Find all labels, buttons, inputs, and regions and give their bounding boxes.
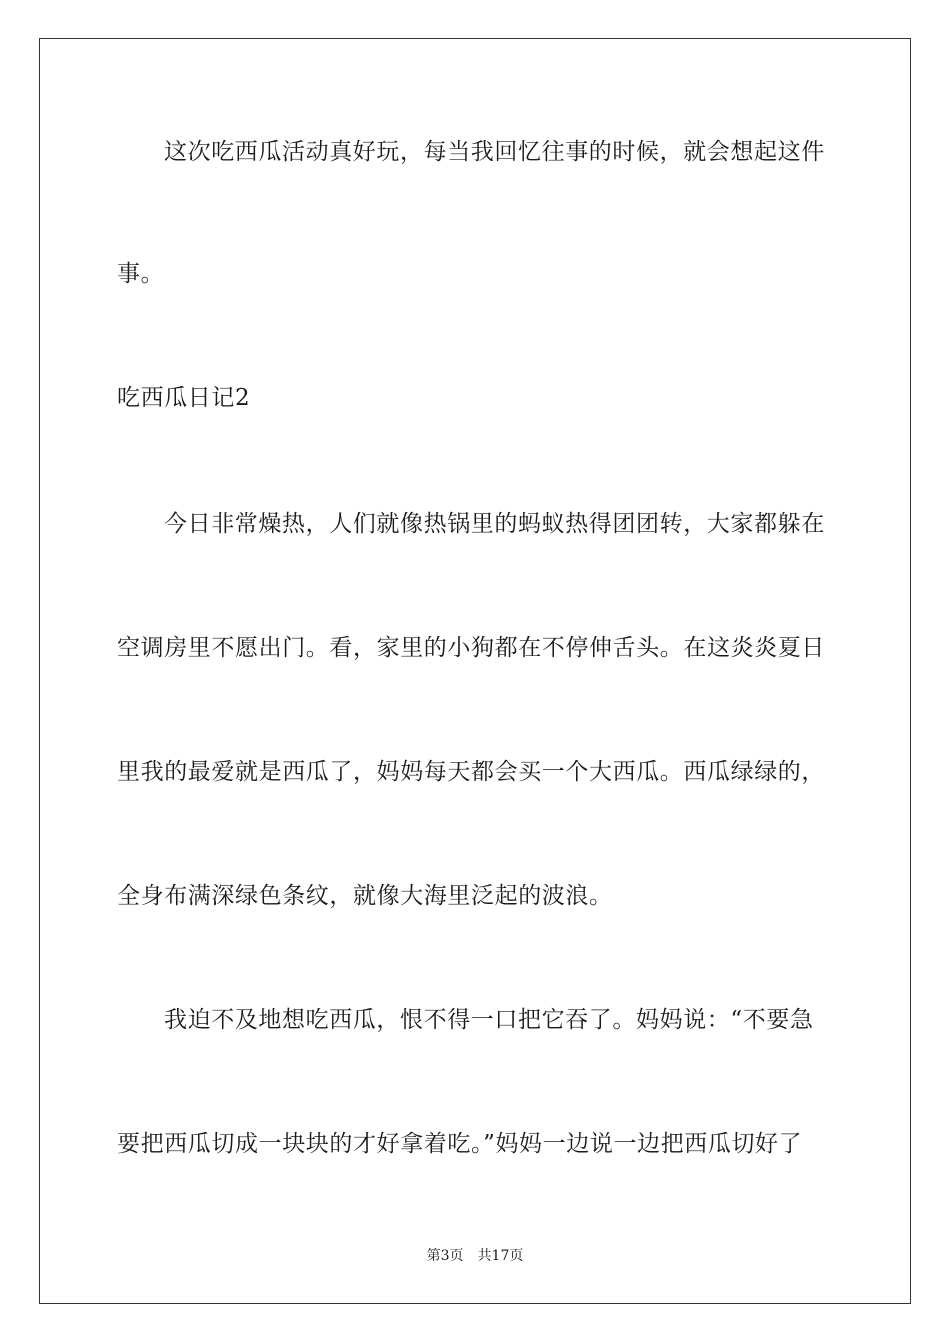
paragraph-line: 这次吃西瓜活动真好玩，每当我回忆往事的时候，就会想起这件 <box>164 139 825 165</box>
paragraph-line: 里我的最爱就是西瓜了，妈妈每天都会买一个大西瓜。西瓜绿绿的， <box>117 759 825 785</box>
page-number: 第3页 <box>426 1248 464 1264</box>
paragraph-line: 空调房里不愿出门。看，家里的小狗都在不停伸舌头。在这炎炎夏日 <box>117 635 825 661</box>
paragraph-line: 事。 <box>117 261 165 287</box>
paragraph-line: 全身布满深绿色条纹，就像大海里泛起的波浪。 <box>117 883 613 909</box>
section-heading: 吃西瓜日记2 <box>117 385 251 411</box>
paragraph-line: 今日非常燥热，人们就像热锅里的蚂蚁热得团团转，大家都躲在 <box>164 511 825 537</box>
page-total: 共17页 <box>477 1248 524 1264</box>
paragraph-line: 要把西瓜切成一块块的才好拿着吃。”妈妈一边说一边把西瓜切好了 <box>117 1131 803 1157</box>
page-border <box>39 38 911 1304</box>
paragraph-line: 我迫不及地想吃西瓜，恨不得一口把它吞了。妈妈说：“不要急 <box>164 1007 814 1033</box>
page-footer <box>0 1247 950 1265</box>
